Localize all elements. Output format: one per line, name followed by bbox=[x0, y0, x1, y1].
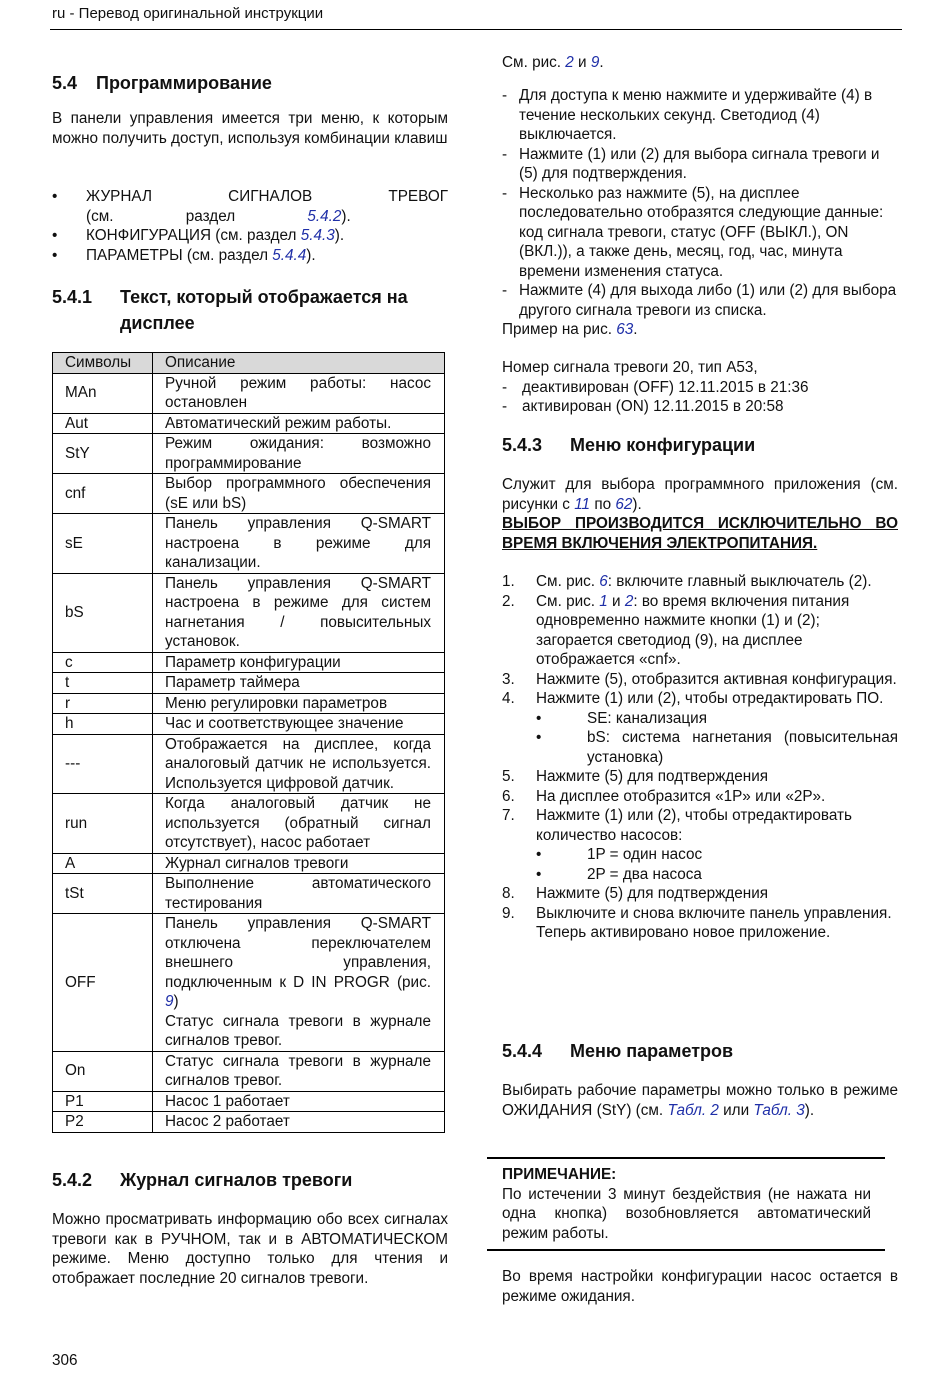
ref-link[interactable]: 2 bbox=[624, 592, 634, 610]
ref-link[interactable]: 63 bbox=[616, 321, 634, 338]
list-item: 5. Нажмите (5) для подтверждения bbox=[502, 768, 769, 785]
list-item: - Несколько раз нажмите (5), на дисплее последовательно отобразятся следующие данные: код сигнала тревоги, статус (OFF (ВЫКЛ.), ON (ВКЛ.)), а также день, месяц, год, час, минута времени изменения статуса. bbox=[502, 184, 884, 280]
list-item: 6. На дисплее отобразится «1P» или «2P». bbox=[502, 787, 826, 805]
ref-link[interactable]: 5.4.3 bbox=[300, 227, 335, 244]
ref-link[interactable]: 6 bbox=[599, 573, 608, 590]
section-5-4-1-heading: 5.4.1 Текст, который отображается на дисплее bbox=[52, 287, 408, 333]
menu-item: • ЖУРНАЛ СИГНАЛОВ ТРЕВОГ (см. раздел 5.4.2). bbox=[52, 188, 448, 225]
final-text: Во время настройки конфигурации насос остается в режиме ожидания. bbox=[502, 1268, 898, 1305]
list-item: 1. См. рис. 6: включите главный выключатель (2). bbox=[502, 573, 872, 590]
journal-steps bbox=[502, 86, 898, 340]
table-row: r Меню регулировки параметров bbox=[53, 693, 445, 714]
table-row: bS Панель управления Q-SMART настроена в режиме для систем нагнетания / повысительных установок. bbox=[53, 573, 445, 652]
list-item: • bS: система нагнетания (повысительная установка) bbox=[536, 729, 898, 766]
programming-intro: В панели управления имеется три меню, к которым можно получить доступ, используя комбинации клавиш bbox=[52, 110, 448, 147]
note-text: По истечении 3 минут бездействия (не нажата ни одна кнопка) возобновляется автоматический режим работы. bbox=[502, 1185, 871, 1242]
ref-link[interactable]: 2 bbox=[565, 54, 574, 71]
table-row: tSt Выполнение автоматического тестирования bbox=[53, 874, 445, 914]
list-item: - деактивирован (OFF) 12.11.2015 в 21:36 bbox=[502, 378, 809, 396]
ref-link[interactable]: 62 bbox=[615, 495, 633, 513]
table-header: Символы bbox=[53, 353, 153, 374]
page-number: 306 bbox=[52, 1352, 78, 1369]
list-item: 2. См. рис. 1 и 2: во время включения питания одновременно нажмите кнопки (1) и (2); загорается светодиод (9), на дисплее отображается «cnf». bbox=[502, 592, 850, 668]
section-5-4-heading: 5.4 Программирование bbox=[52, 73, 272, 93]
menu-list bbox=[52, 187, 448, 265]
table-row: A Журнал сигналов тревоги bbox=[53, 853, 445, 874]
table-row: --- Отображается на дисплее, когда аналоговый датчик не используется. Используется цифровой датчик. bbox=[53, 734, 445, 794]
table-row: run Когда аналоговый датчик не используется (обратный сигнал отсутствует), насос работает bbox=[53, 794, 445, 854]
config-steps bbox=[502, 572, 898, 943]
params-text: Выбирать рабочие параметры можно только в режиме ОЖИДАНИЯ (StY) (см. Табл. 2 или Табл. 3). bbox=[502, 1082, 898, 1119]
menu-item: • КОНФИГУРАЦИЯ (см. раздел 5.4.3). bbox=[52, 227, 345, 244]
table-row: t Параметр таймера bbox=[53, 673, 445, 694]
alarm-example: Номер сигнала тревоги 20, тип A53, - деактивирован (OFF) 12.11.2015 в 21:36 - активирован (ON) 12.11.2015 в 20:58 bbox=[502, 358, 898, 417]
table-row: P2 Насос 2 работает bbox=[53, 1112, 445, 1133]
table-row: On Статус сигнала тревоги в журнале сигналов тревог. bbox=[53, 1051, 445, 1091]
table-header-row bbox=[53, 353, 445, 374]
ref-link[interactable]: 1 bbox=[599, 592, 608, 610]
table-row: sE Панель управления Q-SMART настроена в режиме для канализации. bbox=[53, 514, 445, 574]
table-row: Aut Автоматический режим работы. bbox=[53, 413, 445, 434]
list-item: • 2P = два насоса bbox=[536, 865, 702, 883]
list-item: - Нажмите (1) или (2) для выбора сигнала тревоги и (5) для подтверждения. bbox=[502, 145, 880, 182]
example-ref: Пример на рис. 63. bbox=[502, 321, 638, 338]
note-box bbox=[487, 1157, 885, 1251]
symbols-table bbox=[52, 352, 445, 1133]
table-row: h Час и соответствующее значение bbox=[53, 714, 445, 735]
config-warning: ВЫБОР ПРОИЗВОДИТСЯ ИСКЛЮЧИТЕЛЬНО ВО ВРЕМЯ ВКЛЮЧЕНИЯ ЭЛЕКТРОПИТАНИЯ. bbox=[502, 515, 898, 552]
note-title: ПРИМЕЧАНИЕ: bbox=[502, 1166, 617, 1183]
section-5-4-2-heading: 5.4.2 Журнал сигналов тревоги bbox=[52, 1170, 353, 1190]
table-row: c Параметр конфигурации bbox=[53, 652, 445, 673]
list-item: 3. Нажмите (5), отобразится активная конфигурация. bbox=[502, 670, 897, 688]
ref-link[interactable]: Табл. 3 bbox=[753, 1101, 805, 1119]
list-item: 8. Нажмите (5) для подтверждения bbox=[502, 885, 769, 902]
section-5-4-4-heading: 5.4.4 Меню параметров bbox=[502, 1041, 734, 1061]
list-item: - Для доступа к меню нажмите и удерживайте (4) в течение нескольких секунд. Светодиод (4) выключается. bbox=[502, 87, 873, 143]
header-divider bbox=[50, 29, 902, 30]
ref-link[interactable]: 5.4.4 bbox=[272, 246, 307, 264]
menu-item: • ПАРАМЕТРЫ (см. раздел 5.4.4). bbox=[52, 246, 316, 264]
ref-link[interactable]: 5.4.2 bbox=[307, 207, 342, 225]
page-header: ru - Перевод оригинальной инструкции bbox=[52, 5, 324, 22]
ref-link[interactable]: 9 bbox=[590, 54, 600, 71]
config-intro: Служит для выбора программного приложения (см. рисунки с 11 по 62). bbox=[502, 476, 898, 513]
list-item: 4. Нажмите (1) или (2), чтобы отредактировать ПО. bbox=[502, 690, 884, 707]
list-item: 7. Нажмите (1) или (2), чтобы отредактировать количество насосов: bbox=[502, 807, 852, 844]
list-item: - активирован (ON) 12.11.2015 в 20:58 bbox=[502, 398, 784, 415]
ref-link[interactable]: Табл. 2 bbox=[667, 1101, 719, 1119]
list-item: 9. Выключите и снова включите панель управления. Теперь активировано новое приложение. bbox=[502, 904, 892, 941]
see-figures: См. рис. 2 и 9. bbox=[502, 54, 604, 71]
table-header: Описание bbox=[153, 353, 445, 374]
list-item: • SE: канализация bbox=[536, 709, 707, 727]
ref-link[interactable]: 11 bbox=[574, 495, 591, 513]
table-row: StY Режим ожидания: возможно программирование bbox=[53, 434, 445, 474]
journal-text: Можно просматривать информацию обо всех сигналах тревоги как в РУЧНОМ, так и в АВТОМАТИЧЕСКОМ режиме. Меню доступно только для чтения и отображает последние 20 сигналов тревоги. bbox=[52, 1211, 448, 1287]
section-5-4-3-heading: 5.4.3 Меню конфигурации bbox=[502, 435, 756, 455]
table-row: cnf Выбор программного обеспечения (sE или bS) bbox=[53, 474, 445, 514]
list-item: • 1P = один насос bbox=[536, 846, 703, 863]
table-row: P1 Насос 1 работает bbox=[53, 1091, 445, 1112]
list-item: - Нажмите (4) для выхода либо (1) или (2) для выбора другого сигнала тревоги из списка. bbox=[502, 282, 897, 319]
ref-link[interactable]: 9 bbox=[165, 993, 174, 1010]
table-row: MAn Ручной режим работы: насос остановлен bbox=[53, 373, 445, 413]
table-row-off: OFF Панель управления Q-SMART отключена переключателем внешнего управления, подключенным к D IN PROGR (рис. 9) Статус сигнала тревоги в журнале сигналов тревог. bbox=[53, 914, 445, 1052]
